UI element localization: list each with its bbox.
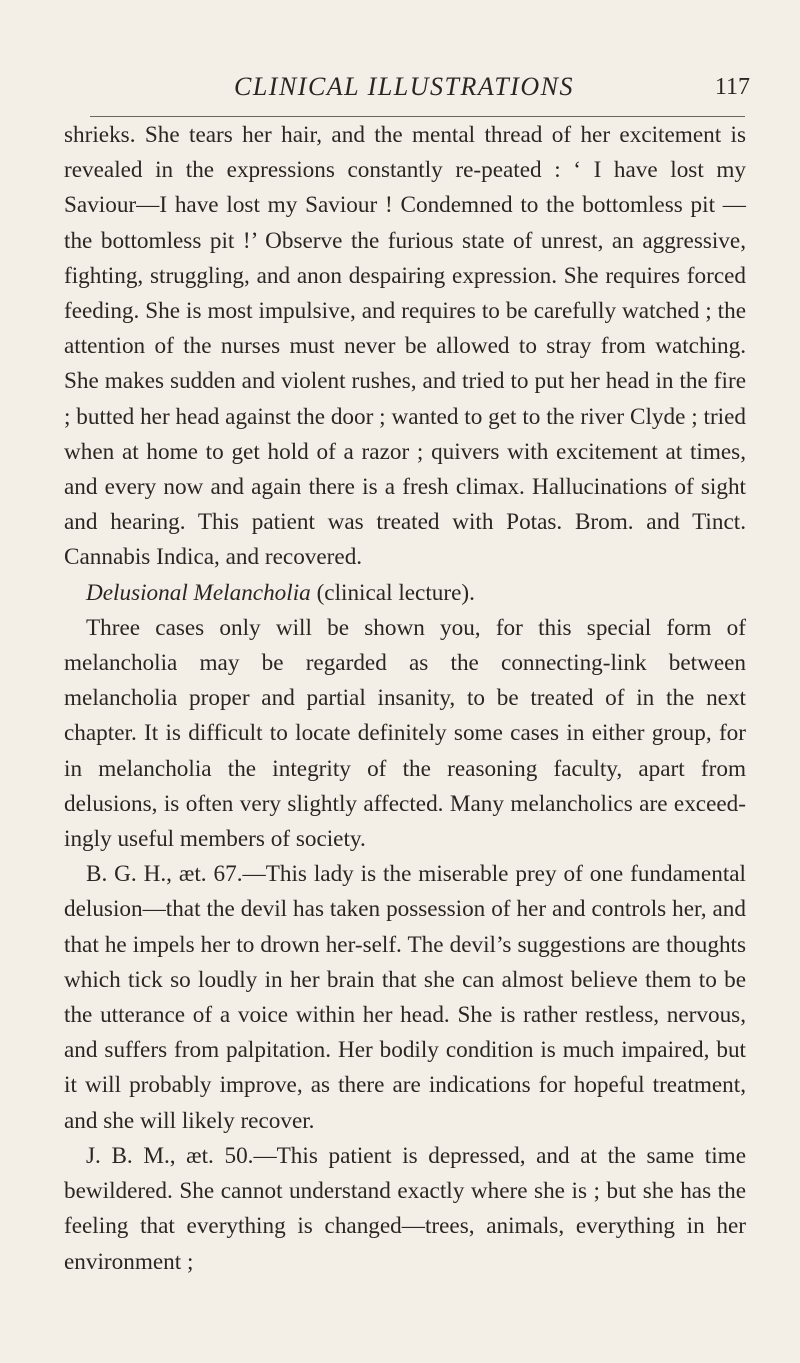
paragraph-intro: Three cases only will be shown you, for this special form of melancholia may be regarded as the connecting-link between melancholia proper and partial insanity, to be treated of in the next chapter. It is difficult to locate definitely some cases in either group, for in melancholia the integrity of the reasoning faculty, apart from delusions, is often very slightly affected. Many melancholics are exceed-ingly useful members of society.	[64, 614, 746, 853]
section-heading-note: (clinical lecture).	[310, 579, 475, 606]
section-heading	[64, 576, 746, 611]
paragraph-case-jbm: J. B. M., æt. 50.—This patient is depressed, and at the same time bewildered. She cannot understand exactly where she is ; but she has the feeling that everything is changed—trees, animals, everything in her environment ;	[64, 1142, 746, 1275]
page-header	[64, 72, 750, 112]
paragraph-case-bgh: B. G. H., æt. 67.—This lady is the miserable prey of one fundamental delusion—that the devil has taken possession of her and controls her, and that he impels her to drown her-self. The devil’s suggestions are thoughts which tick so loudly in her brain that she can almost believe them to be the utterance of a voice within her head. She is rather restless, nervous, and suffers from palpitation. Her bodily condition is much impaired, but it will probably improve, as there are indications for hopeful treatment, and she will likely recover.	[64, 861, 746, 1134]
page-number: 117	[714, 74, 750, 100]
header-rule	[90, 116, 745, 117]
section-heading-title: Delusional Melancholia	[86, 579, 311, 606]
running-title: CLINICAL ILLUSTRATIONS	[233, 72, 575, 101]
paragraph-continuation: shrieks. She tears her hair, and the mental thread of her excitement is revealed in the expressions constantly re-peated : ‘ I have lost my Saviour—I have lost my Saviour ! Condemned to the bottomless pit — the bottomless pit !’ Observe the furious state of unrest, an aggressive, fighting, struggling, and anon despairing expression. She requires forced feeding. She is most impulsive, and requires to be carefully watched ; the attention of the nurses must never be allowed to stray from watching. She makes sudden and violent rushes, and tried to put her head in the fire ; butted her head against the door ; wanted to get to the river Clyde ; tried when at home to get hold of a razor ; quivers with excitement at times, and every now and again there is a fresh climax. Hallucinations of sight and hearing. This patient was treated with Potas. Brom. and Tinct. Cannabis Indica, and recovered.	[64, 122, 746, 571]
body-text	[64, 118, 746, 1280]
